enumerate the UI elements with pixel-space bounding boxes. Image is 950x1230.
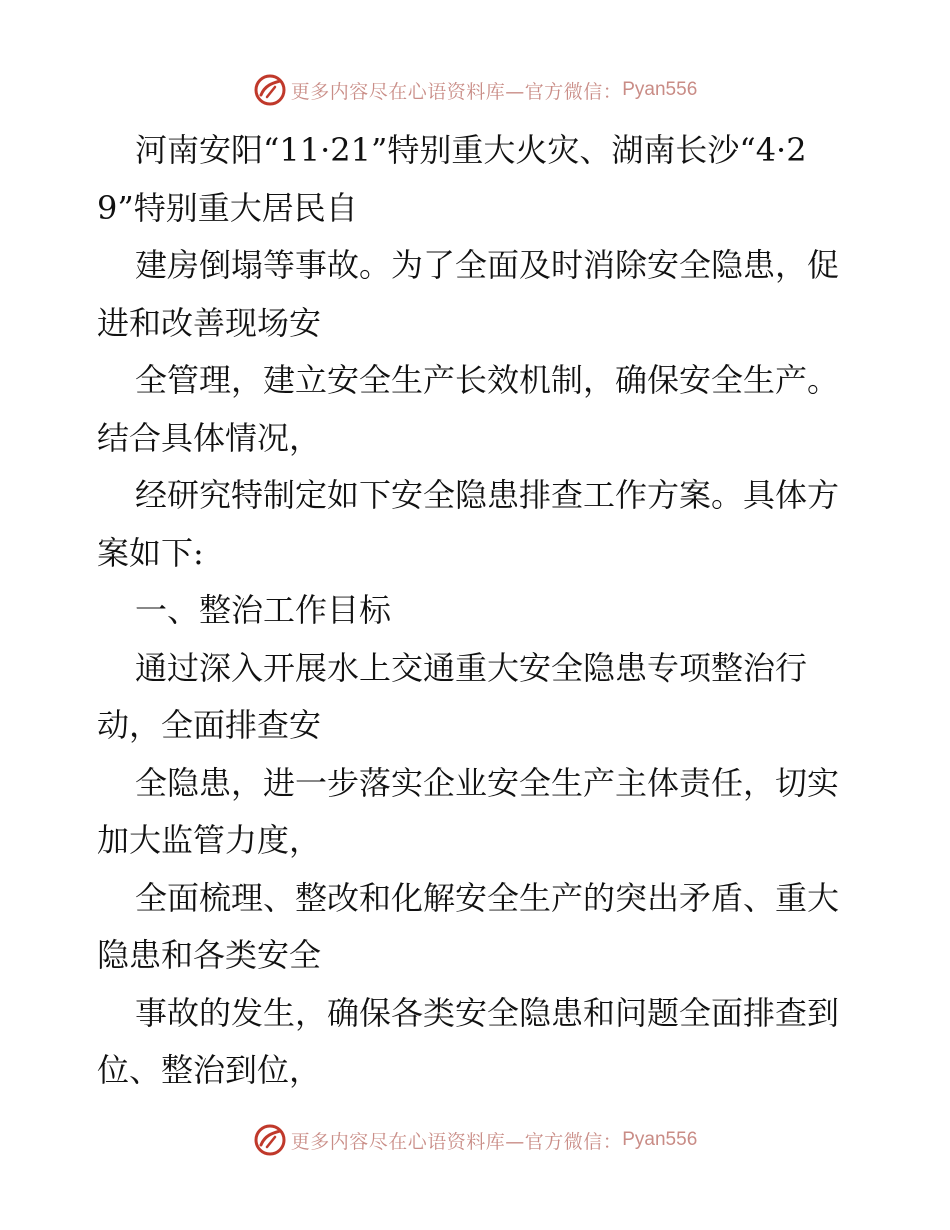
paragraph: 事故的发生，确保各类安全隐患和问题全面排查到位、整治到位， (97, 993, 840, 1089)
watermark-text: 更多内容尽在心语资料库—官方微信： (290, 80, 623, 103)
footer-watermark (0, 1120, 950, 1160)
section-heading: 一、整治工作目标 (135, 591, 392, 629)
paragraph: 河南安阳“11·21”特别重大火灾、湖南长沙“4·29”特别重大居民自 (97, 131, 807, 227)
watermark-text: 更多内容尽在心语资料库—官方微信： (290, 1130, 623, 1153)
logo-icon (253, 73, 287, 107)
paragraph: 建房倒塌等事故。为了全面及时消除安全隐患，促进和改善现场安 (97, 246, 840, 342)
watermark-id: Pyan556 (622, 79, 698, 100)
logo-icon (253, 1123, 287, 1157)
document-body (97, 122, 857, 1100)
watermark-id: Pyan556 (622, 1129, 698, 1150)
paragraph: 通过深入开展水上交通重大安全隐患专项整治行动，全面排查安 (97, 648, 808, 744)
paragraph: 全隐患，进一步落实企业安全生产主体责任，切实加大监管力度， (97, 763, 840, 859)
paragraph: 全管理，建立安全生产长效机制，确保安全生产。结合具体情况， (97, 361, 840, 457)
paragraph: 全面梳理、整改和化解安全生产的突出矛盾、重大隐患和各类安全 (97, 878, 840, 974)
paragraph: 经研究特制定如下安全隐患排查工作方案。具体方案如下: (97, 476, 840, 572)
header-watermark (0, 70, 950, 110)
